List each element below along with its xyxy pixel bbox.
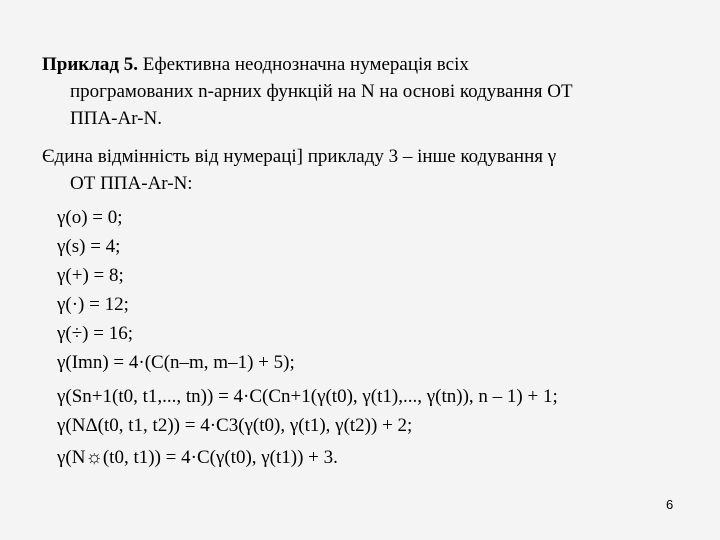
paragraph-text-2: ОТ ППА-Ar-N: <box>70 173 193 194</box>
formula-successor: γ(s) = 4; <box>57 236 121 257</box>
example-heading-text-3: ППА-Ar-N. <box>70 108 162 129</box>
formula-times: γ(·) = 12; <box>57 294 129 315</box>
formula-superposition: γ(Sn+1(t0, t1,..., tn)) = 4·C(Cn+1(γ(t0), γ(t1),..., γ(tn)), n – 1) + 1; <box>57 386 558 407</box>
paragraph-line-1 <box>42 146 556 168</box>
example-label: Приклад 5. <box>42 54 139 75</box>
formula-zero: γ(o) = 0; <box>57 207 123 228</box>
example-heading-text-2: програмованих n-арних функцій на N на основі кодування ОТ <box>70 81 573 102</box>
example-heading-text: Ефективна неоднозначна нумерація всіх <box>138 54 469 75</box>
formula-division: γ(÷) = 16; <box>57 323 133 344</box>
formula-minimization: γ(N☼(t0, t1)) = 4·C(γ(t0), γ(t1)) + 3. <box>57 447 338 468</box>
formula-plus: γ(+) = 8; <box>57 265 124 286</box>
example-heading-line-3 <box>70 108 162 130</box>
page-number: 6 <box>666 497 674 512</box>
paragraph-text-1: Єдина відмінність від нумераці] прикладу 3 – інше кодування γ <box>42 146 557 167</box>
formula-projection: γ(Imn) = 4·(C(n–m, m–1) + 5); <box>57 352 295 373</box>
paragraph-line-2 <box>70 173 193 195</box>
example-heading-line-2 <box>70 81 573 103</box>
formula-recursion: γ(NΔ(t0, t1, t2)) = 4·C3(γ(t0), γ(t1), γ(t2)) + 2; <box>57 415 413 436</box>
example-heading-line <box>42 54 469 76</box>
